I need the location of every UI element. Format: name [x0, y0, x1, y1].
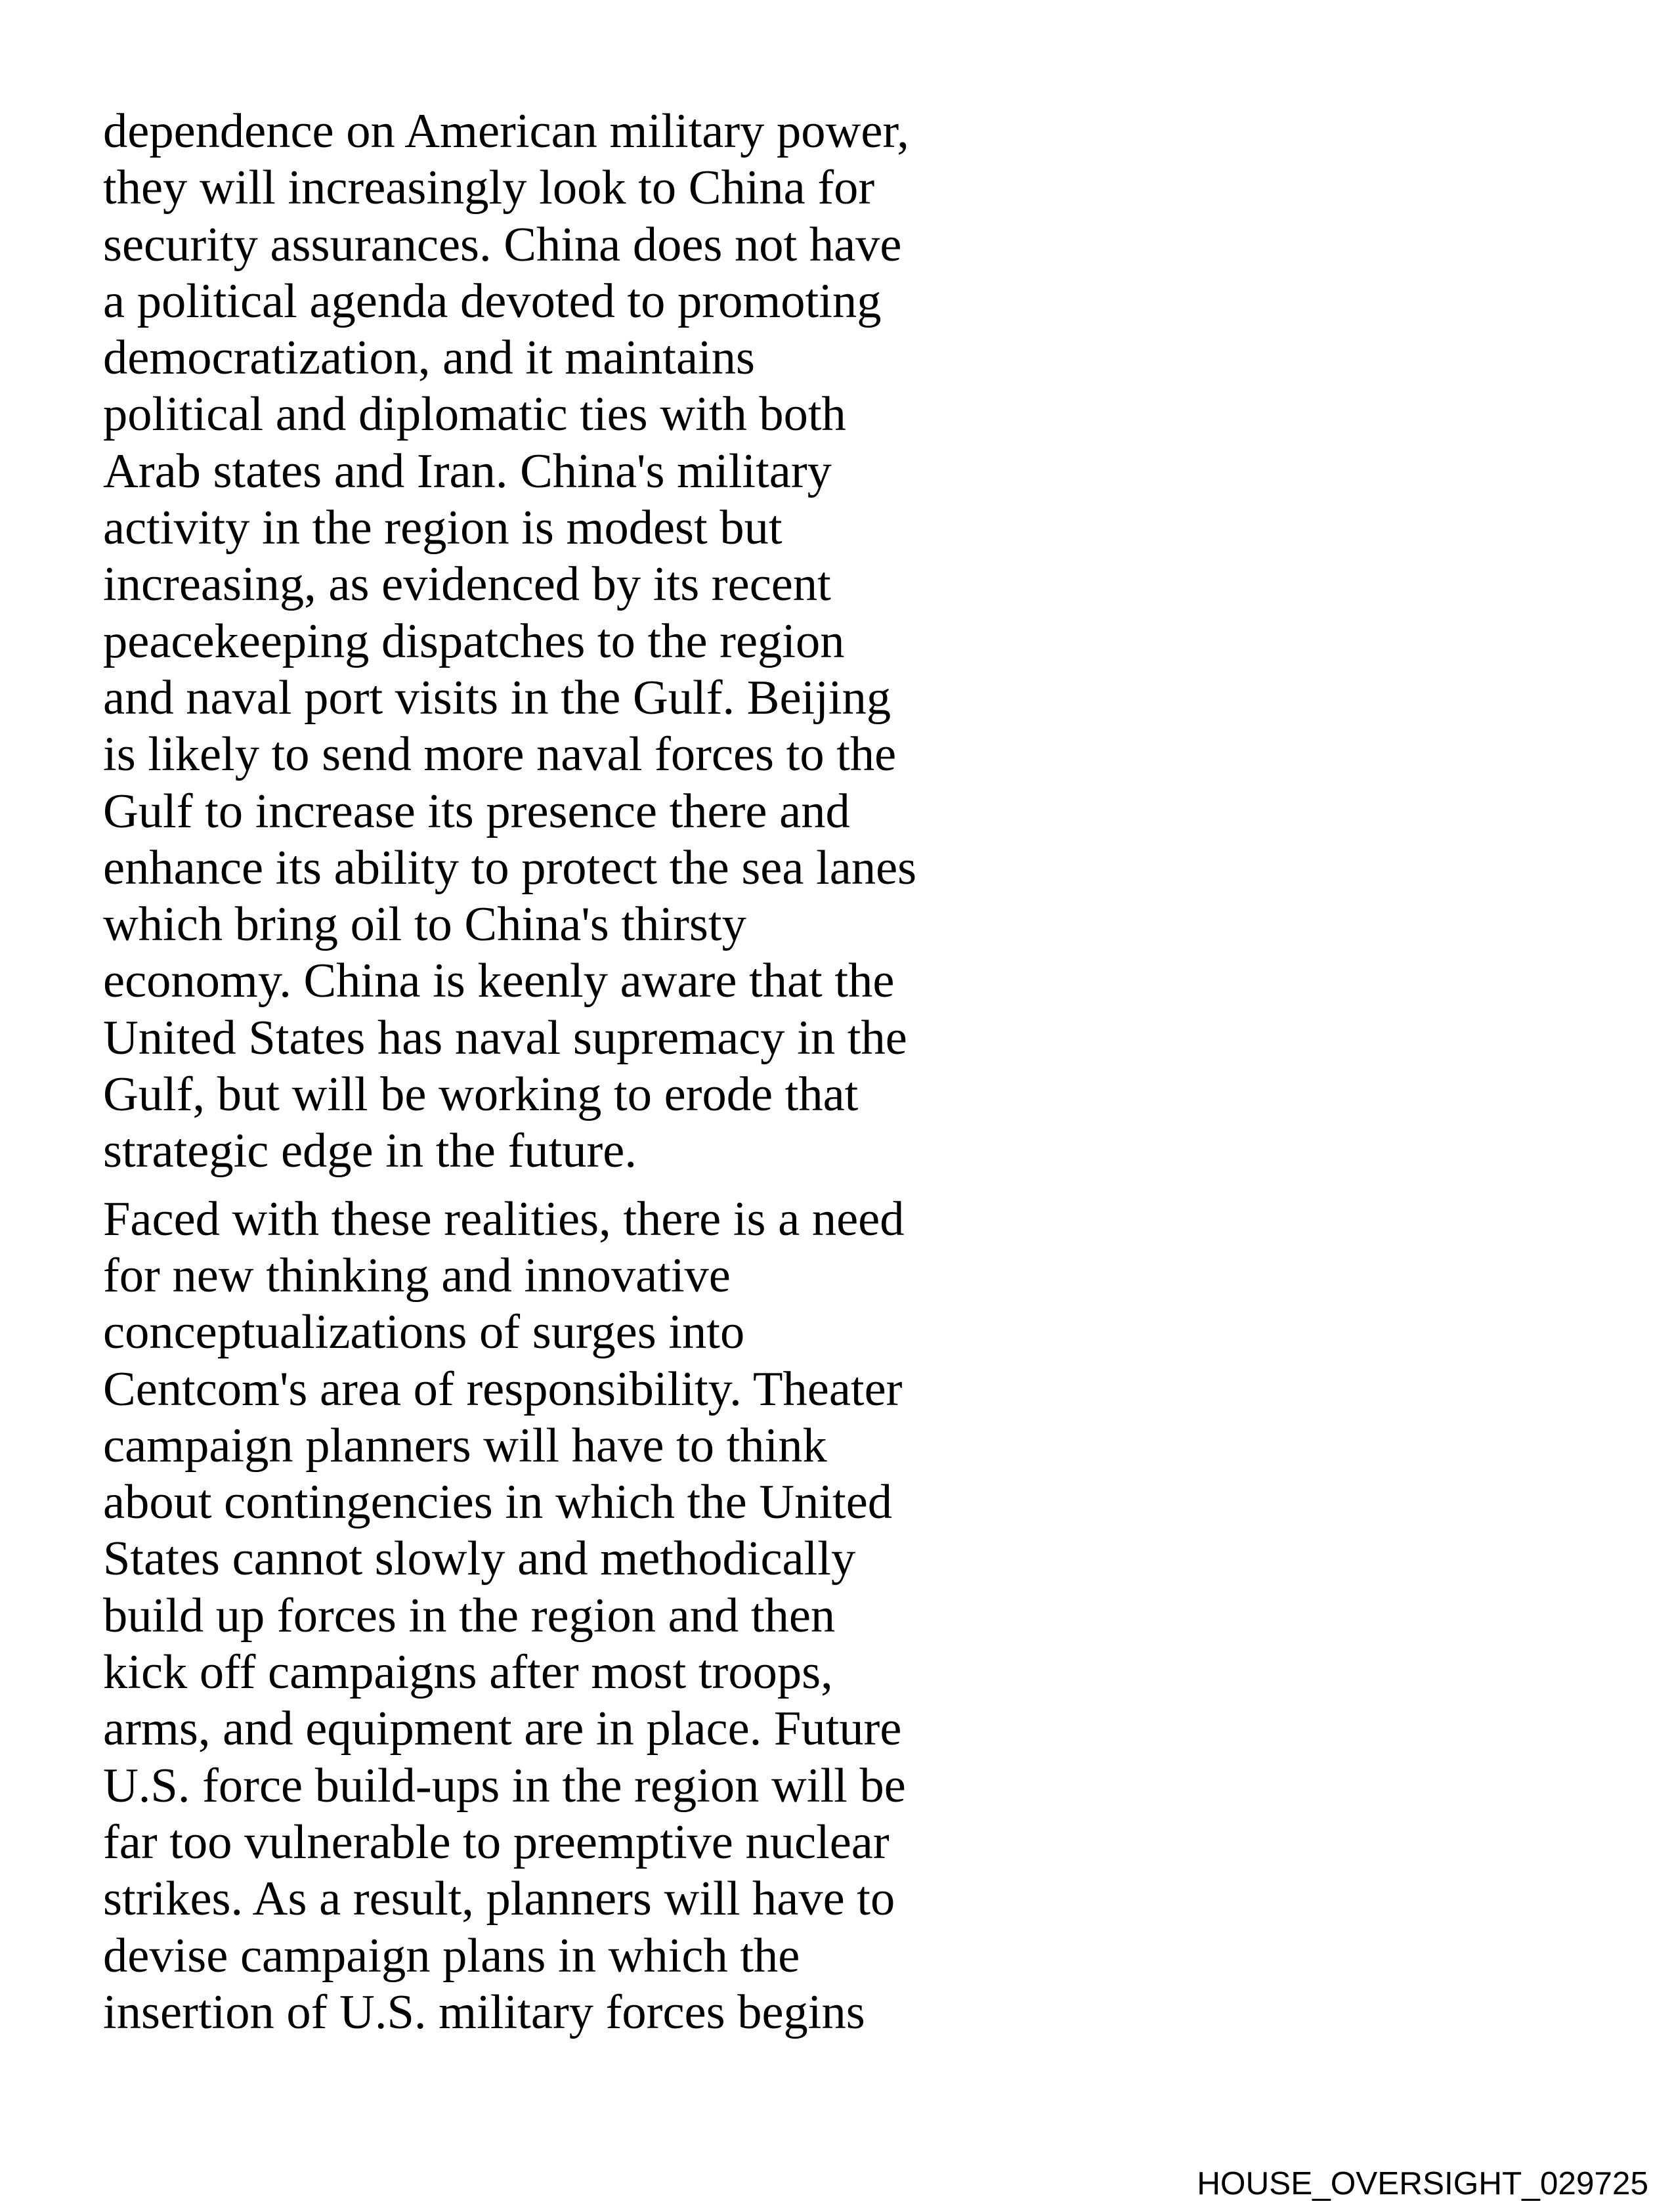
text-line: conceptualizations of surges into — [103, 1305, 745, 1360]
text-line: U.S. force build-ups in the region will be — [103, 1758, 906, 1813]
text-line: campaign planners will have to think — [103, 1418, 827, 1473]
body-text — [103, 103, 956, 2041]
text-line: kick off campaigns after most troops, — [103, 1645, 833, 1700]
text-line: political and diplomatic ties with both — [103, 387, 846, 442]
text-line: Centcom's area of responsibility. Theater — [103, 1362, 903, 1416]
text-line: activity in the region is modest but — [103, 501, 783, 555]
text-line: strategic edge in the future. — [103, 1124, 637, 1179]
text-line: insertion of U.S. military forces begins — [103, 1985, 865, 2039]
text-line: and naval port visits in the Gulf. Beijing — [103, 670, 891, 725]
text-line: security assurances. China does not have — [103, 217, 902, 272]
text-line: enhance its ability to protect the sea lanes — [103, 840, 917, 895]
text-line: build up forces in the region and then — [103, 1588, 836, 1643]
text-line: far too vulnerable to preemptive nuclear — [103, 1815, 890, 1869]
text-line: States cannot slowly and methodically — [103, 1532, 856, 1586]
text-line: for new thinking and innovative — [103, 1248, 731, 1303]
text-line: increasing, as evidenced by its recent — [103, 557, 831, 612]
text-line: economy. China is keenly aware that the — [103, 954, 895, 1008]
text-line: Arab states and Iran. China's military — [103, 444, 832, 498]
text-line: arms, and equipment are in place. Future — [103, 1702, 902, 1756]
text-line: United States has naval supremacy in the — [103, 1010, 907, 1065]
text-line: which bring oil to China's thirsty — [103, 898, 746, 952]
text-line: dependence on American military power, — [103, 104, 909, 158]
bates-number: HOUSE_OVERSIGHT_029725 — [1197, 2165, 1648, 2201]
paragraph-1 — [103, 103, 956, 1180]
text-line: democratization, and it maintains — [103, 331, 756, 385]
text-line: peacekeeping dispatches to the region — [103, 614, 845, 668]
text-line: about contingencies in which the United — [103, 1475, 893, 1530]
text-line: a political agenda devoted to promoting — [103, 274, 882, 328]
text-line: Gulf to increase its presence there and — [103, 784, 850, 838]
paragraph-2 — [103, 1191, 956, 2041]
text-line: is likely to send more naval forces to the — [103, 727, 897, 782]
text-line: devise campaign plans in which the — [103, 1928, 800, 1983]
text-line: strikes. As a result, planners will have to — [103, 1872, 895, 1926]
text-line: they will increasingly look to China for — [103, 161, 875, 215]
text-line: Gulf, but will be working to erode that — [103, 1068, 859, 1122]
text-line: Faced with these realities, there is a need — [103, 1192, 905, 1246]
